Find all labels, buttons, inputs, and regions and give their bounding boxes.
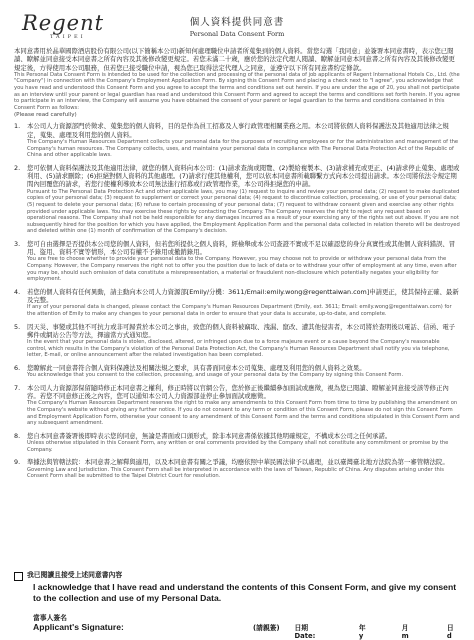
consent-checkbox-row[interactable] bbox=[14, 571, 460, 581]
clause-chinese: 本公司人力資源部門於徵求、蒐集您的個人資料，目的是作為員工招募及人事行政管理相關業務之用。本公司將依個人資料保護法及其他適用法律之規定，蒐集、處理及利用您的個人資料。 bbox=[27, 122, 449, 139]
clause-english: Unless otherwise stipulated in this Consent Form, any written or oral comments provided by the Company shall not constitute any commitment or promise by the Company. bbox=[27, 440, 449, 453]
clause-english: If any of your personal data is changed, please contact the Company's Human Resources Department (Emily, ext. 3611; Email: emily.wong@regenttaiwan.com) for the attention of Emily to make any changes to your personal data in order to ensure that your data is accurate, up-to-date, and complete. bbox=[27, 304, 452, 318]
clause-body bbox=[27, 288, 460, 318]
clause-number: 6. bbox=[14, 364, 21, 372]
signature-row bbox=[33, 622, 460, 640]
date-month-field[interactable]: 月 m bbox=[401, 624, 409, 640]
clause-number: 2. bbox=[14, 163, 21, 172]
consent-label-english: I acknowledge that I have read and understand the contents of this Consent Form, and give my consent to the collection and use of my Personal Data. bbox=[33, 582, 457, 603]
clause-body bbox=[27, 432, 460, 453]
date-year-field[interactable]: 年 y bbox=[358, 624, 366, 640]
clause-number: 9. bbox=[14, 458, 21, 467]
clause-english: In the event that your personal data is stolen, disclosed, altered, or infringed upon due to a force majeure event or a cause beyond the Company's reasonable control, which results in the Company's violation of the Personal Data Protection Act, the Company's Human Resources Department shall notify you via telephone, letter, E-mail, or online announcement after the related investigation has been completed. bbox=[27, 339, 450, 359]
clause-item bbox=[14, 364, 460, 379]
clause-chinese: 因天災、事變或其他不可抗力或非可歸責於本公司之事由，致您的個人資料被竊取、洩漏、竄改、遭其他侵害者，本公司將於查明後以電話、信函、電子郵件或網站公告等方法，擇適當方式通知您。 bbox=[27, 322, 456, 339]
clause-number: 4. bbox=[14, 287, 21, 296]
title-english: Personal Data Consent Form bbox=[189, 30, 285, 38]
date-day-field[interactable]: 日 d bbox=[446, 624, 454, 640]
clause-body bbox=[27, 164, 460, 235]
clause-english: You acknowledge that you consent to the collection, processing, and usage of your personal data by the Company by signing this Consent Form. bbox=[27, 372, 404, 379]
clause-body bbox=[27, 240, 460, 283]
clause-chinese: 您可依個人資料保護法及其他適用法律，就您的個人資料向本公司：(1)請求查詢或閱覽、(2)製給複製本、(3)請求補充或更正、(4)請求停止蒐集、處理或利用、(5)請求刪除；(6)拒絕對個人資料的其他處理。(7)請求行使其他權利，您可以依本同意書所載聯繫方式向本公司提出請求。本公司將依法令規定期間內回覆您的請求，若您行使權利導致本公司無法進行招募或行政管理作業，本公司得拒絕您的申請。 bbox=[27, 163, 460, 189]
signature-label-chinese: 當事人簽名 bbox=[33, 614, 67, 622]
clause-body bbox=[27, 122, 460, 158]
intro-chinese: 本同意書用於晶華國際酒店股份有限公司(以下簡稱本公司)新知何處理職位申請者所蒐集到的個人資料。當您勾選「我同意」並簽署本同意書時，表示您已閱讀、瞭解並同意接受本同意書之所有內容及其後修改變更規定。若您未滿二十歲，應於您的法定代理人閱讀、瞭解並同意本同意書之所有內容及其後修改變更規定後，方得使用本公司服務，但若您已接受職位申請，視為您已取得法定代理人之同意，並遵守以下所有同意書約定條款。 bbox=[14, 47, 455, 72]
clause-body bbox=[27, 323, 460, 359]
clause-item bbox=[14, 164, 460, 235]
signature-label-english: Applicant's Signature: bbox=[33, 622, 124, 632]
clause-item bbox=[14, 432, 460, 453]
intro-section bbox=[14, 47, 460, 118]
clause-english: The Company's Human Resources Department reserves the right to make any amendments to this Consent Form from time to time by publishing the amendment on the Company's website without giving any further notice. If you do not consent to any term or condition of this Consent Form, please do not sign this Consent Form and Employment Application Form, otherwise your consent to any amendment of this Consent Form and the terms and conditions stipulated in this Consent Form and any subsequent amendment. bbox=[27, 400, 460, 427]
clause-number: 8. bbox=[14, 431, 21, 440]
logo-subtitle: TAIPEI bbox=[50, 34, 86, 40]
date-label: 日期 Date: bbox=[294, 624, 316, 640]
clause-number: 7. bbox=[14, 383, 21, 392]
clause-chinese: 您自本同意書簽署後即時表示您的同意，無論是書面或口頭形式，除非本同意書係依據其他明確規定，不構成本公司之任何承諾。 bbox=[27, 431, 392, 440]
form-header bbox=[14, 10, 460, 44]
clause-item bbox=[14, 323, 460, 359]
logo-wordmark: Regent bbox=[22, 11, 105, 35]
read-carefully-note: (Please read carefully) bbox=[14, 112, 77, 119]
clause-item bbox=[14, 288, 460, 318]
clause-chinese: 您瞭解此一同意書符合個人資料保護法及相關法規之要求，具有書面同意本公司蒐集、處理及利用您的個人資料之效果。 bbox=[27, 364, 366, 372]
clause-number: 3. bbox=[14, 239, 21, 248]
consent-label-chinese: 我已閱讀且接受上述同意書內容 bbox=[27, 571, 123, 579]
clause-item bbox=[14, 458, 460, 479]
clause-chinese: 準據法與管轄法院：本同意書之解釋與適用，以及本同意書有關之爭議，均應依照中華民國法律予以處理，並以臺灣臺北地方法院為第一審管轄法院。 bbox=[27, 458, 449, 467]
sign-in-person-note: (請親簽) bbox=[253, 624, 280, 632]
clause-english: Governing Law and Jurisdiction. This Consent Form shall be interpreted in accordance with the laws of Taiwan, Republic of China. Any disputes arising under this Consent Form shall be submitted to the Taipei District Court for resolution. bbox=[27, 466, 444, 480]
clause-chinese: 本公司人力資源部保留隨時修正本同意書之權利，修正時將以官網公告，您於修正後繼續參加面試或應徵，視為您已閱讀、瞭解並同意接受該等修正內容。若您不同意修正後之內容，您可以通知本公司人力資源部並停止參加面試或應徵。 bbox=[27, 383, 449, 401]
clause-chinese: 若您的個人資料有任何異動，請主動向本公司人力資源部[Emily/分機：3611/Email:emily.wong@regenttaiwan.com]申請更正，使其保持正確、最新及完整。 bbox=[27, 287, 459, 305]
clause-english: Pursuant to The Personal Data Protection Act and other applicable laws, you may (1) request to inquire and review your personal data; (2) request to make duplicated copies of your personal data; (3) request to supplement or correct your personal data; (4) request to discontinue collection, processing, or use of your personal data; (5) request to delete your personal data; (6) refuse to certain processing of your personal data; (7) request to withdraw consent given and exercise any other rights provided under applicable laws. You may exercise these rights by contacting the Company. The Company reserves the right to reject any request based on operational reasons. The Company shall not be held responsible for any damages incurred as a result of your exercising any of the rights set out above. If you are not subsequently hired for the position for which you have applied, the Employment Application Form and the personal data collected in relation thereto will be destroyed and deleted within one (1) month of confirmation of the Company's decision. bbox=[27, 188, 460, 235]
title-chinese: 個人資料提供同意書 bbox=[189, 17, 285, 28]
clause-english: The Company's Human Resources Department collects your personal data for the purposes of recruiting employees or for the administration and management of the Company's human resources. The Company collects, uses, and maintains your personal data in compliance with The Personal Data Protection Act of the Republic of China and other applicable laws. bbox=[27, 139, 459, 159]
clause-item bbox=[14, 122, 460, 158]
intro-english: This Personal Data Consent Form is intended to be used for the collection and processing of the personal data of job applicants of Regent International Hotels Co., Ltd. (the "Company") in connection with the Company's Employment Application Form. By signing this Consent Form and placing a check next to "I agree", you acknowledge that you have read and understood this Consent Form and you agree to accept the terms and conditions set out herein. If you are under the age of 20, you shall not participate as an interview until your parent or legal guardian has read and understood this Consent Form and agreed to accept the terms and conditions set forth herein. If you agree to participate in an interview, the Company will assume you have obtained the consent of your parent or legal guardian to the terms and conditions contained in this Consent Form as follows: bbox=[14, 71, 460, 111]
clause-body bbox=[27, 364, 460, 379]
consent-checkbox[interactable] bbox=[14, 572, 23, 581]
clause-item bbox=[14, 240, 460, 283]
clause-body bbox=[27, 458, 460, 479]
clause-body bbox=[27, 384, 460, 427]
signature-section bbox=[14, 612, 460, 640]
consent-section bbox=[14, 571, 460, 603]
clause-item bbox=[14, 384, 460, 427]
clause-english: You are free to choose whether to provide your personal data to the Company. However, you may choose not to provide or withdraw your personal data from the Company. However, the Company reserves the right not to offer you the position due to lack of data or to withdraw your offer of employment at any time, even after you may be, should such omission of data constitute a misrepresentation, a material or fraudulent non-disclosure which potentially negates your eligibility for employment. bbox=[27, 256, 457, 283]
clause-list bbox=[14, 122, 460, 479]
clause-number: 5. bbox=[14, 322, 21, 331]
clause-chinese: 您可自由選擇是否提供本公司您的個人資料，但若您所提供之個人資料，經檢舉或本公司查證不實或不足以確認您的身分真實性或其他個人資料錯誤、冒用、盜用、資料不實等情形，本公司有權不予錄用或撤銷錄用。 bbox=[27, 239, 456, 257]
clause-number: 1. bbox=[14, 122, 21, 131]
